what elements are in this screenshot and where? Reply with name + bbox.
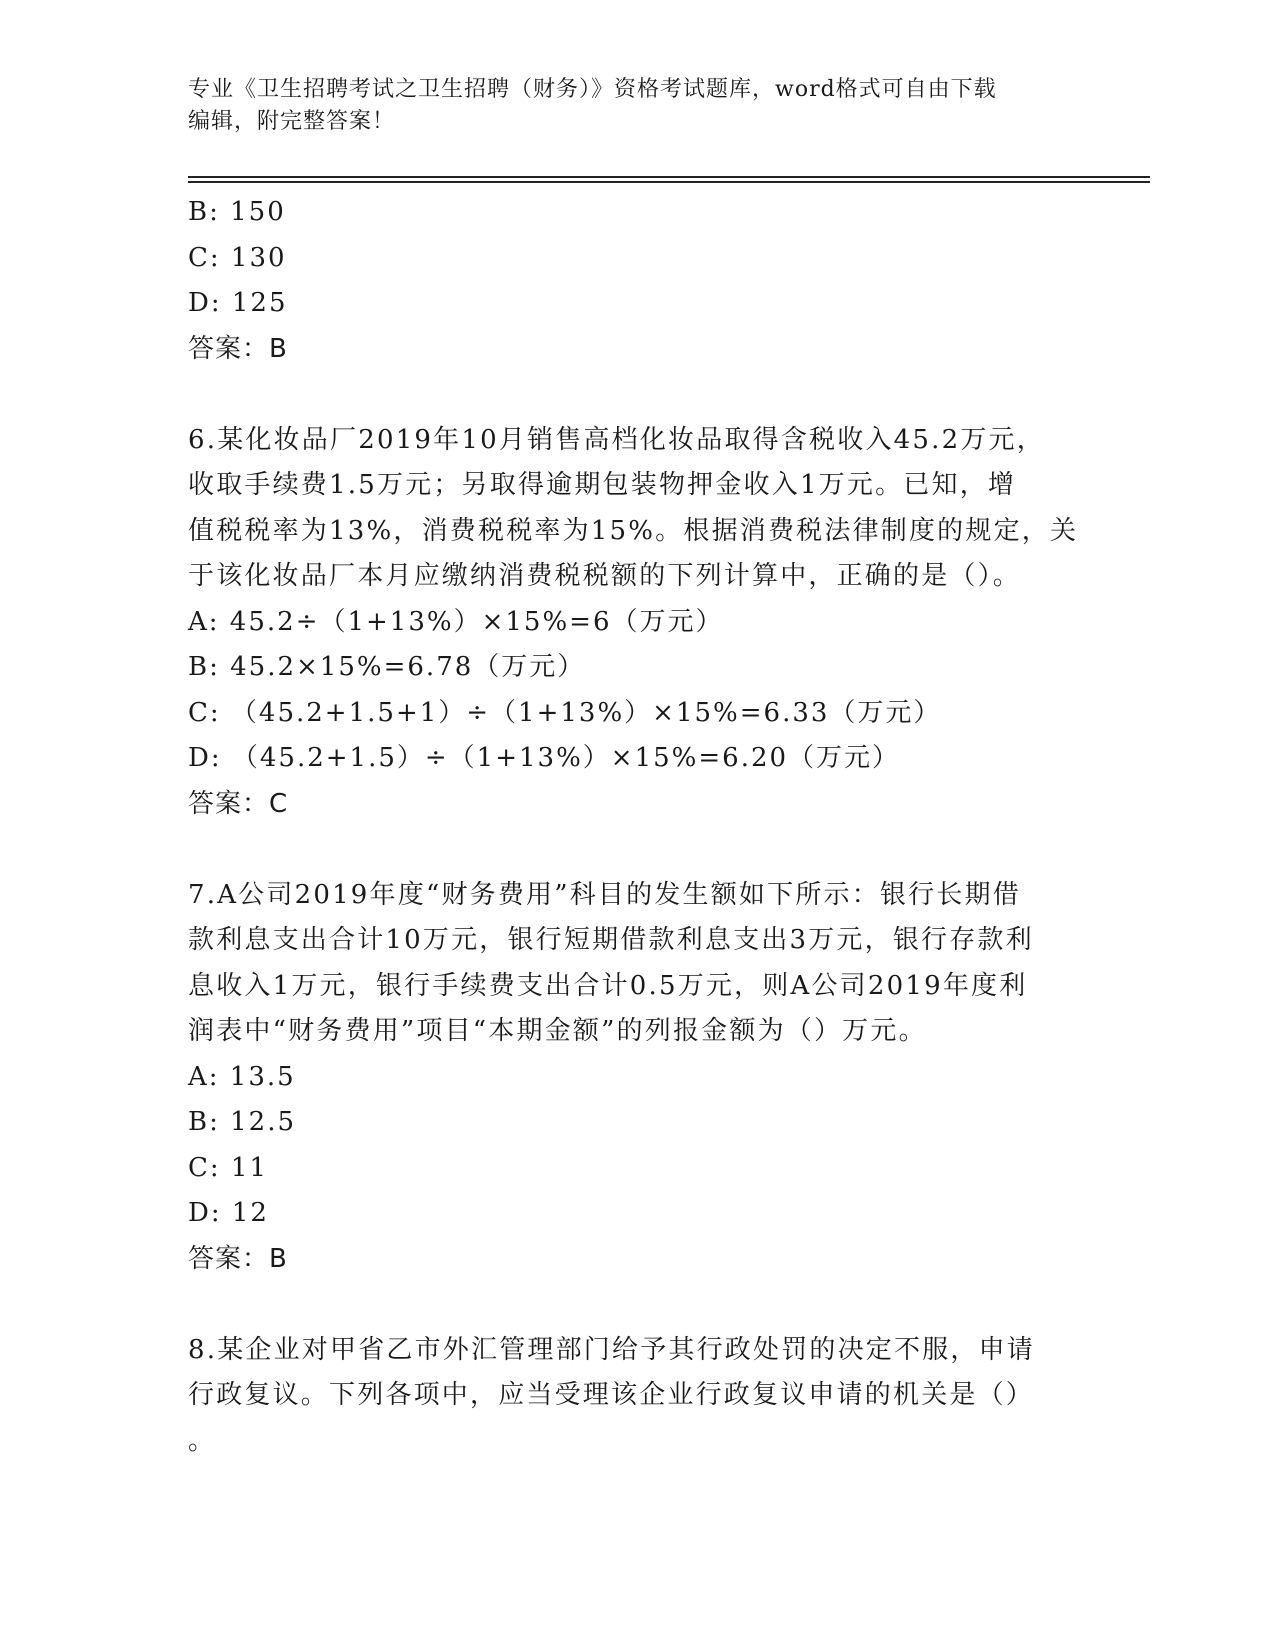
question-text-line: 行政复议。下列各项中，应当受理该企业行政复议申请的机关是（） [188,1380,1035,1410]
header-rule-top [188,176,1150,178]
spacer [188,1282,1088,1328]
question-text-line: 值税税率为13%，消费税税率为15%。根据消费税法律制度的规定，关 [188,515,1079,546]
header-rule-bottom [188,181,1150,183]
question-7 [188,873,1088,1283]
question-text-line: 润表中“财务费用”项目“本期金额”的列报金额为（）万元。 [188,1016,927,1046]
spacer [188,372,1088,418]
option-a: A: 13.5 [188,1061,296,1092]
question-text-line: 息收入1万元，银行手续费支出合计0.5万元，则A公司2019年度利 [188,970,1028,1001]
option-d: D: 12 [188,1198,269,1228]
spacer [188,827,1088,873]
answer-label: 答案：B [188,333,288,364]
question-text-line: 6.某化妆品厂2019年10月销售高档化妆品取得含税收入45.2万元， [188,424,1045,455]
question-text-line: 款利息支出合计10万元，银行短期借款利息支出3万元，银行存款利 [188,925,1034,955]
answer-label: 答案：C [188,788,289,819]
page-header [188,74,1068,138]
question-6 [188,418,1088,828]
question-5-tail [188,190,1088,372]
question-text-line: 7.A公司2019年度“财务费用”科目的发生额如下所示：银行长期借 [188,879,1021,910]
option-c: C: 11 [188,1152,269,1183]
question-text-line: 。 [188,1425,217,1456]
question-8 [188,1328,1088,1465]
question-text-line: 于该化妆品厂本月应缴纳消费税税额的下列计算中，正确的是（）。 [188,561,1022,591]
question-text-line: 8.某企业对甲省乙市外汇管理部门给予其行政处罚的决定不服，申请 [188,1334,1036,1365]
header-line-2: 编辑，附完整答案！ [188,109,396,134]
question-list [188,190,1088,1464]
option-d: D: 125 [188,288,288,318]
question-text-line: 收取手续费1.5万元；另取得逾期包装物押金收入1万元。已知，增 [188,470,1017,500]
answer-label: 答案：B [188,1243,288,1274]
option-b: B: 12.5 [188,1107,297,1137]
header-line-1: 专业《卫生招聘考试之卫生招聘（财务）》资格考试题库，word格式可自由下载 [188,77,997,102]
option-d: D: （45.2+1.5）÷（1+13%）×15%=6.20（万元） [188,743,901,773]
option-b: B: 150 [188,197,286,227]
option-a: A: 45.2÷（1+13%）×15%=6（万元） [188,606,724,637]
option-b: B: 45.2×15%=6.78（万元） [188,652,586,682]
option-c: C: （45.2+1.5+1）÷（1+13%）×15%=6.33（万元） [188,697,942,728]
option-c: C: 130 [188,242,287,273]
